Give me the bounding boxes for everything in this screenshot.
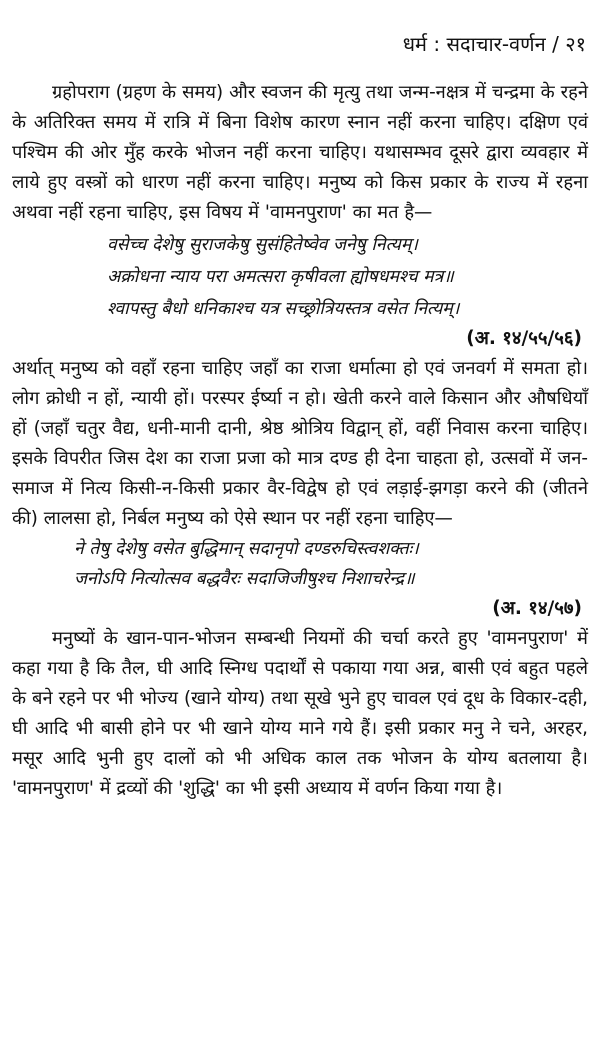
running-header: धर्म : सदाचार-वर्णन / २१ bbox=[402, 32, 586, 56]
verse-line: वसेच्च देशेषु सुराजकेषु सुसंहितेष्वेव जनेषु नित्यम्। bbox=[107, 235, 418, 255]
verse-block-1 bbox=[12, 230, 588, 324]
verse-reference: (अ. १४/५५/५६) bbox=[466, 328, 582, 349]
verse-line: ने तेषु देशेषु वसेत बुद्धिमान् सदानृपो दण्डरुचिस्त्वशक्तः। bbox=[74, 539, 419, 559]
verse-reference: (अ. १४/५७) bbox=[492, 598, 582, 619]
paragraph-residence-meaning: अर्थात् मनुष्य को वहाँ रहना चाहिए जहाँ का राजा धर्मात्मा हो एवं जनवर्ग में समता हो। लोग क्रोधी न हों, न्यायी हों। परस्पर ईर्ष्या न हो। खेती करने वाले किसान और औषधियाँ हों (जहाँ चतुर वैद्य, धनी-मानी दानी, श्रेष्ठ श्रोत्रिय विद्वान् हों, वहीं निवास करना चाहिए। इसके विपरीत जिस देश का राजा प्रजा को मात्र दण्ड ही देना चाहता हो, उत्सवों में जन-समाज में नित्य किसी-न-किसी प्रकार वैर-विद्वेष हो एवं लड़ाई-झगड़ा करने की (जीतने की) लालसा हो, निर्बल मनुष्य को ऐसे स्थान पर नहीं रहना चाहिए— bbox=[12, 358, 588, 529]
verse-line: अक्रोधना न्याय परा अमत्सरा कृषीवला ह्योषधमश्च मत्र॥ bbox=[107, 267, 454, 287]
verse-line: जनोऽपि नित्योत्सव बद्धवैरः सदाजिजीषुश्च निशाचरेन्द्र॥ bbox=[74, 569, 415, 589]
paragraph-food-rules: मनुष्यों के खान-पान-भोजन सम्बन्धी नियमों की चर्चा करते हुए 'वामनपुराण' में कहा गया है कि तैल, घी आदि स्निग्ध पदार्थों से पकाया गया अन्न, बासी एवं बहुत पहले के बने रहने पर भी भोज्य (खाने योग्य) तथा सूखे भुने हुए चावल एवं दूध के विकार-दही, घी आदि भी बासी होने पर भी खाने योग्य माने गये हैं। इसी प्रकार मनु ने चने, अरहर, मसूर आदि भुनी हुए दालों को भी अधिक काल तक भोजन के योग्य बतलाया है। 'वामनपुराण' में द्रव्यों की 'शुद्धि' का भी इसी अध्याय में वर्णन किया गया है। bbox=[12, 628, 588, 799]
verse-block-2 bbox=[12, 534, 588, 594]
verse-line: श्वापस्तु बैधो धनिकाश्च यत्र सच्छ्रोत्रियस्तत्र वसेत नित्यम्। bbox=[107, 299, 460, 319]
paragraph-bathing-rules: ग्रहोपराग (ग्रहण के समय) और स्वजन की मृत्यु तथा जन्म-नक्षत्र में चन्द्रमा के रहने के अतिरिक्त समय में रात्रि में बिना विशेष कारण स्नान नहीं करना चाहिए। दक्षिण एवं पश्चिम की ओर मुँह करके भोजन नहीं करना चाहिए। यथासम्भव दूसरे द्वारा व्यवहार में लाये हुए वस्त्रों को धारण नहीं करना चाहिए। मनुष्य को किस प्रकार के राज्य में रहना अथवा नहीं रहना चाहिए, इस विषय में 'वामनपुराण' का मत है— bbox=[12, 82, 588, 223]
